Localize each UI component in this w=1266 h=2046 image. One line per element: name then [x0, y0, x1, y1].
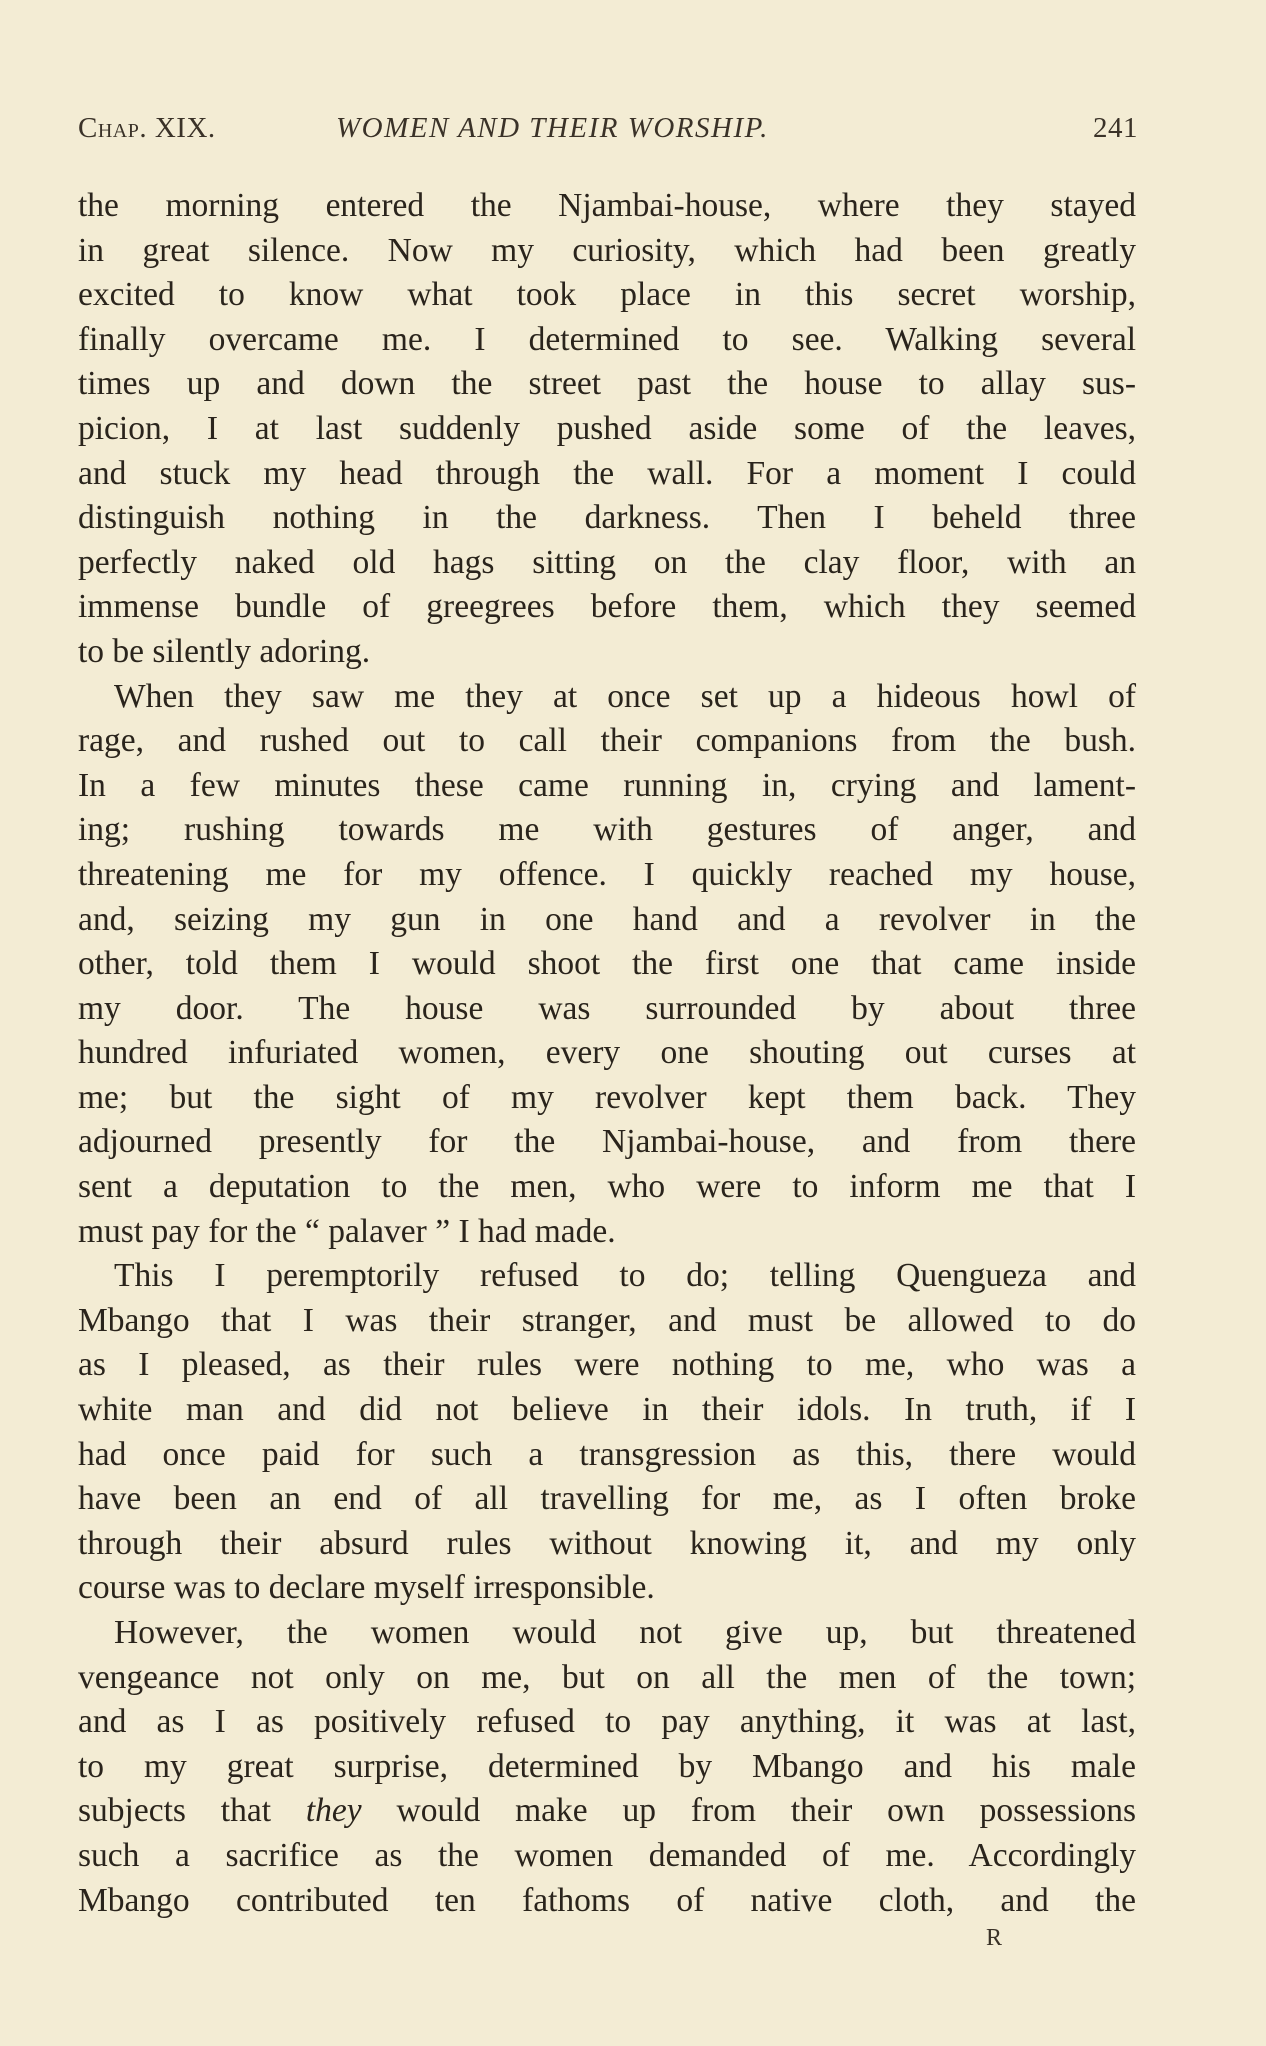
page-number: 241	[1093, 112, 1138, 144]
text-line: white man and did not believe in their idols. In truth, if I	[78, 1391, 1136, 1429]
text-line: When they saw me they at once set up a hideous howl of	[114, 677, 1136, 715]
text-line: to my great surprise, determined by Mbango and his male	[78, 1747, 1136, 1785]
text-line: course was to declare myself irresponsible.	[78, 1569, 655, 1607]
text-line: rage, and rushed out to call their companions from the bush.	[78, 722, 1136, 760]
chapter-label: Chap. XIX.	[78, 112, 216, 144]
text-line: perfectly naked old hags sitting on the clay floor, with an	[78, 543, 1136, 581]
text-line: in great silence. Now my curiosity, which had been greatly	[78, 231, 1136, 269]
text-line: the morning entered the Njambai-house, where they stayed	[78, 187, 1136, 224]
text-line: hundred infuriated women, every one shouting out curses at	[78, 1034, 1136, 1072]
text-line: such a sacrifice as the women demanded of me. Accordingly	[78, 1836, 1136, 1874]
text-line: and, seizing my gun in one hand and a revolver in the	[78, 900, 1136, 938]
text-line: finally overcame me. I determined to see. Walking several	[78, 320, 1136, 358]
text-line: sent a deputation to the men, who were to inform me that I	[78, 1168, 1136, 1206]
text-line: have been an end of all travelling for me, as I often broke	[78, 1480, 1136, 1518]
text-line: times up and down the street past the house to allay sus-	[78, 365, 1136, 403]
text-line: must pay for the “ palaver ” I had made.	[78, 1212, 616, 1250]
text-line: threatening me for my offence. I quickly reached my house,	[78, 855, 1136, 893]
text-line: distinguish nothing in the darkness. Then I beheld three	[78, 499, 1136, 537]
text-line: had once paid for such a transgression as this, there would	[78, 1435, 1136, 1473]
text-line: adjourned presently for the Njambai-house, and from there	[78, 1123, 1136, 1161]
text-line: as I pleased, as their rules were nothing to me, who was a	[78, 1346, 1136, 1384]
text-line: Mbango that I was their stranger, and must be allowed to do	[78, 1301, 1136, 1339]
emphasis-word: they	[305, 1792, 362, 1830]
text-line: and as I as positively refused to pay anything, it was at last,	[78, 1703, 1136, 1741]
text-line: and stuck my head through the wall. For a moment I could	[78, 454, 1136, 492]
signature-mark: R	[986, 1925, 1003, 1951]
body-text	[78, 184, 1136, 1923]
text-line: However, the women would not give up, but threatened	[114, 1614, 1136, 1651]
text-line: Mbango contributed ten fathoms of native cloth, and the	[78, 1881, 1136, 1919]
text-line: vengeance not only on me, but on all the men of the town;	[78, 1658, 1136, 1696]
text-line: excited to know what took place in this secret worship,	[78, 276, 1136, 314]
text-line: ing; rushing towards me with gestures of anger, and	[78, 811, 1136, 849]
text-line: through their absurd rules without knowing it, and my only	[78, 1524, 1136, 1562]
text-line: me; but the sight of my revolver kept them back. They	[78, 1078, 1136, 1116]
text-line: other, told them I would shoot the first one that came inside	[78, 945, 1136, 983]
text-line: immense bundle of greegrees before them, which they seemed	[78, 588, 1136, 626]
text-line: picion, I at last suddenly pushed aside some of the leaves,	[78, 409, 1136, 447]
text-line: subjects that they would make up from their own possessions	[78, 1792, 1136, 1830]
running-head	[78, 112, 1138, 156]
text-line: to be silently adoring.	[78, 632, 371, 670]
text-line: This I peremptorily refused to do; telling Quengueza and	[114, 1257, 1136, 1295]
text-line: In a few minutes these came running in, crying and lament-	[78, 766, 1136, 804]
text-line: my door. The house was surrounded by about three	[78, 989, 1136, 1027]
chapter-title: WOMEN AND THEIR WORSHIP.	[336, 112, 769, 144]
